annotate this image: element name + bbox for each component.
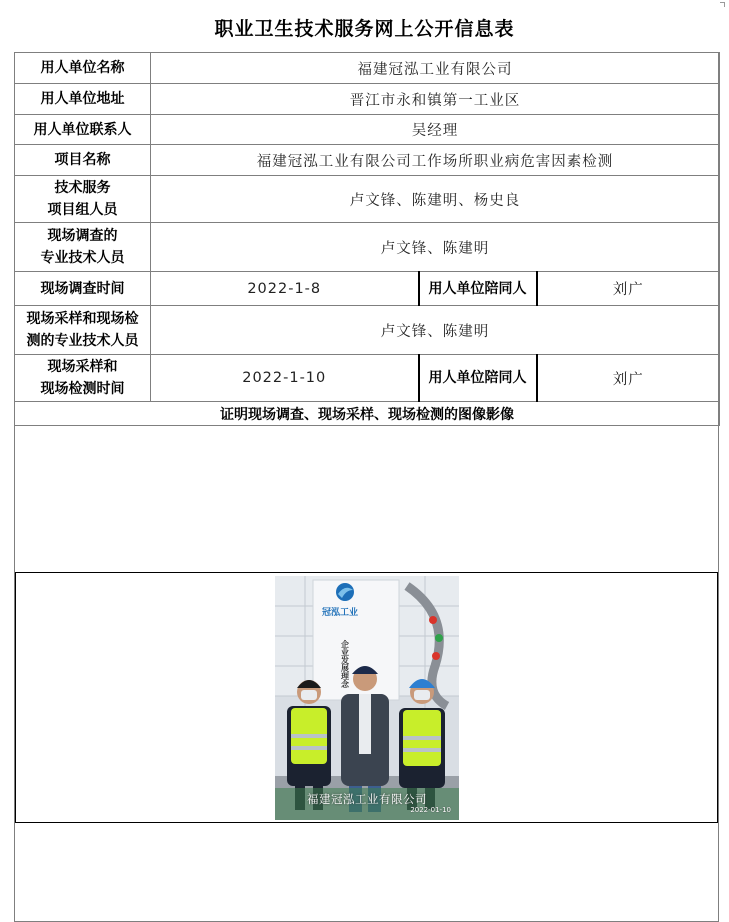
- unit-address-label: 用人单位地址: [15, 84, 151, 115]
- sampling-staff-label-line1: 现场采样和现场检: [26, 311, 139, 327]
- photo-sign-brand: 冠泓工业: [322, 608, 359, 618]
- sampling-staff-value: 卢文锋、陈建明: [151, 306, 720, 355]
- page-corner-mark: [720, 2, 725, 7]
- team-members-label-line2: 项目组人员: [47, 202, 118, 218]
- sampling-staff-label-line2: 测的专业技术人员: [26, 333, 139, 349]
- survey-staff-label-line1: 现场调查的: [47, 228, 118, 244]
- photo-date: 2022-01-10: [410, 806, 451, 814]
- survey-staff-value: 卢文锋、陈建明: [151, 223, 720, 272]
- sampling-time-label: [15, 355, 151, 402]
- unit-name-value: 福建冠泓工业有限公司: [151, 53, 720, 84]
- team-members-label-line1: 技术服务: [54, 180, 111, 196]
- document-title: 职业卫生技术服务网上公开信息表: [214, 18, 515, 40]
- row-survey-time: [15, 272, 720, 306]
- info-table: [14, 52, 720, 426]
- survey-time-value: 2022-1-8: [151, 272, 419, 306]
- sampling-time-value: 2022-1-10: [151, 355, 419, 402]
- row-images-heading: [15, 402, 720, 426]
- unit-contact-value: 吴经理: [151, 115, 720, 145]
- row-project-name: [15, 145, 720, 176]
- survey-staff-label-line2: 专业技术人员: [40, 250, 125, 266]
- unit-name-label: 用人单位名称: [15, 53, 151, 84]
- unit-address-value: 晋江市永和镇第一工业区: [151, 84, 720, 115]
- site-photo: [275, 576, 459, 820]
- project-name-label: 项目名称: [15, 145, 151, 176]
- sampling-staff-label: [15, 306, 151, 355]
- survey-companion-label: 用人单位陪同人: [419, 272, 537, 306]
- sampling-companion-value: 刘广: [537, 355, 720, 402]
- row-unit-contact: [15, 115, 720, 145]
- row-team-members: [15, 176, 720, 223]
- info-table-frame: [14, 52, 719, 922]
- team-members-label: [15, 176, 151, 223]
- row-survey-staff: [15, 223, 720, 272]
- company-logo-icon: [336, 583, 354, 601]
- sampling-companion-label: 用人单位陪同人: [419, 355, 537, 402]
- site-photo-illustration: [275, 576, 459, 820]
- unit-contact-label: 用人单位联系人: [15, 115, 151, 145]
- project-name-value: 福建冠泓工业有限公司工作场所职业病危害因素检测: [151, 145, 720, 176]
- row-sampling-staff: [15, 306, 720, 355]
- images-section-heading: 证明现场调查、现场采样、现场检测的图像影像: [15, 402, 720, 426]
- sampling-time-label-line2: 现场检测时间: [40, 381, 125, 397]
- photo-frame: [15, 572, 718, 823]
- team-members-value: 卢文锋、陈建明、杨史良: [151, 176, 720, 223]
- row-unit-address: [15, 84, 720, 115]
- row-unit-name: [15, 53, 720, 84]
- survey-staff-label: [15, 223, 151, 272]
- survey-time-label: 现场调查时间: [15, 272, 151, 306]
- survey-companion-value: 刘广: [537, 272, 720, 306]
- photo-caption: 福建冠泓工业有限公司: [307, 792, 427, 806]
- row-sampling-time: [15, 355, 720, 402]
- sampling-time-label-line1: 现场采样和: [47, 359, 118, 375]
- photo-sign-text: 企业发展理念: [340, 640, 350, 688]
